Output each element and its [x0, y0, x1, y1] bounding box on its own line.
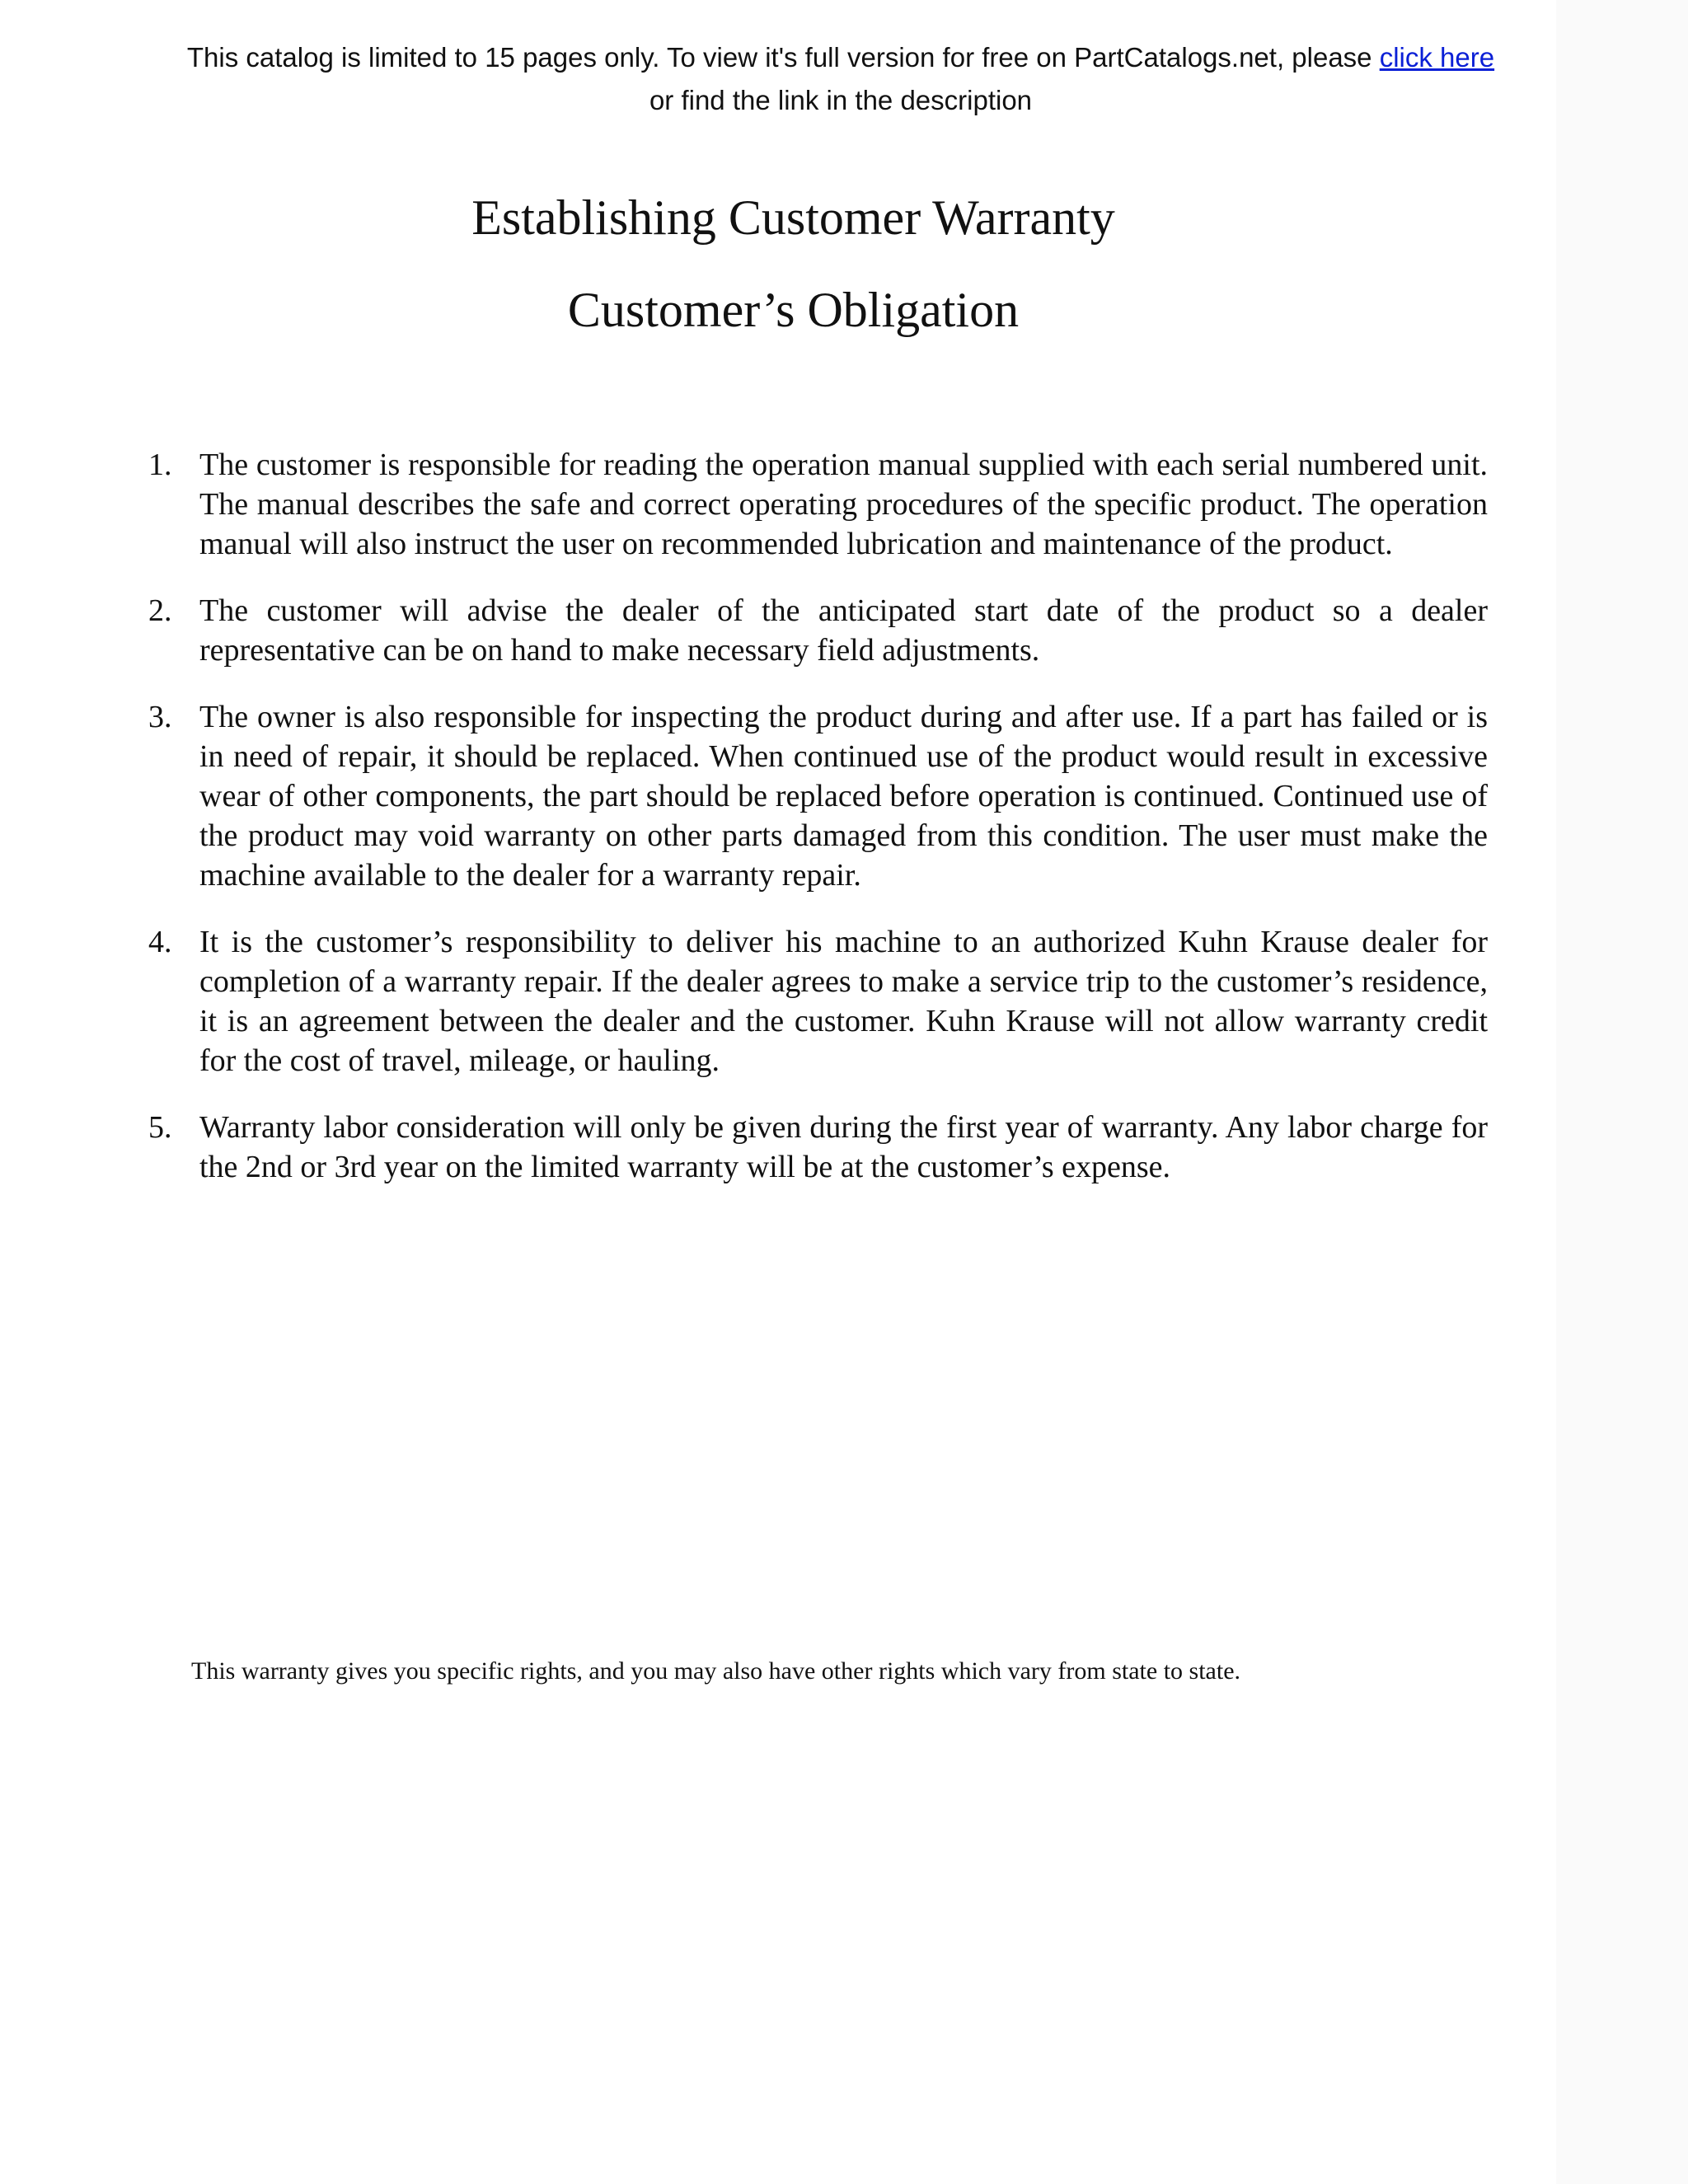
obligation-number: 3. [148, 700, 172, 734]
section-subtitle: Customer’s Obligation [567, 283, 1020, 337]
obligation-item-4 [148, 922, 1488, 1080]
obligation-text: The customer will advise the dealer of the anticipated start date of the product so a dealer representative can be on hand to make necessary field adjustments. [199, 593, 1488, 668]
page-title: Establishing Customer Warranty [471, 190, 1115, 245]
obligation-item-1 [148, 445, 1488, 564]
rights-footnote: This warranty gives you specific rights, and you may also have other rights which vary from state to state. [191, 1657, 1241, 1685]
banner-line-1 [124, 36, 1558, 79]
obligation-text: The customer is responsible for reading the operation manual supplied with each serial numbered unit. The manual describes the safe and correct operating procedures of the specific product. The operation manual will also instruct the user on recommended lubrication and maintenance of the product. [199, 448, 1488, 561]
obligation-number: 5. [148, 1110, 172, 1145]
obligation-number: 4. [148, 925, 172, 959]
obligation-number: 1. [148, 448, 172, 482]
obligation-text: The owner is also responsible for inspecting the product during and after use. If a part has failed or is in need of repair, it should be replaced. When continued use of the product would result in excessive wear of other components, the part should be replaced before operation is continued. Continued use of the product may void warranty on other parts damaged from this condition. The user must make the machine available to the dealer for a warranty repair. [199, 700, 1488, 893]
catalog-limit-banner [124, 36, 1558, 122]
obligation-item-3 [148, 697, 1488, 895]
click-here-link[interactable]: click here [1379, 42, 1495, 73]
obligation-item-2 [148, 591, 1488, 670]
obligation-text: Warranty labor consideration will only be given during the first year of warranty. Any labor charge for the 2nd or 3rd year on the limited warranty will be at the customer’s expense. [199, 1110, 1488, 1184]
obligation-number: 2. [148, 593, 172, 628]
obligations-list [148, 445, 1488, 1214]
banner-line-2: or find the link in the description [649, 85, 1033, 115]
obligation-text: It is the customer’s responsibility to deliver his machine to an authorized Kuhn Krause dealer for completion of a warranty repair. If the dealer agrees to make a service trip to the customer’s residence, it is an agreement between the dealer and the customer. Kuhn Krause will not allow warranty credit for the cost of travel, mileage, or hauling. [199, 925, 1488, 1078]
banner-message: This catalog is limited to 15 pages only. To view it's full version for free on PartCatalogs.net, please [186, 42, 1380, 73]
obligation-item-5 [148, 1108, 1488, 1187]
